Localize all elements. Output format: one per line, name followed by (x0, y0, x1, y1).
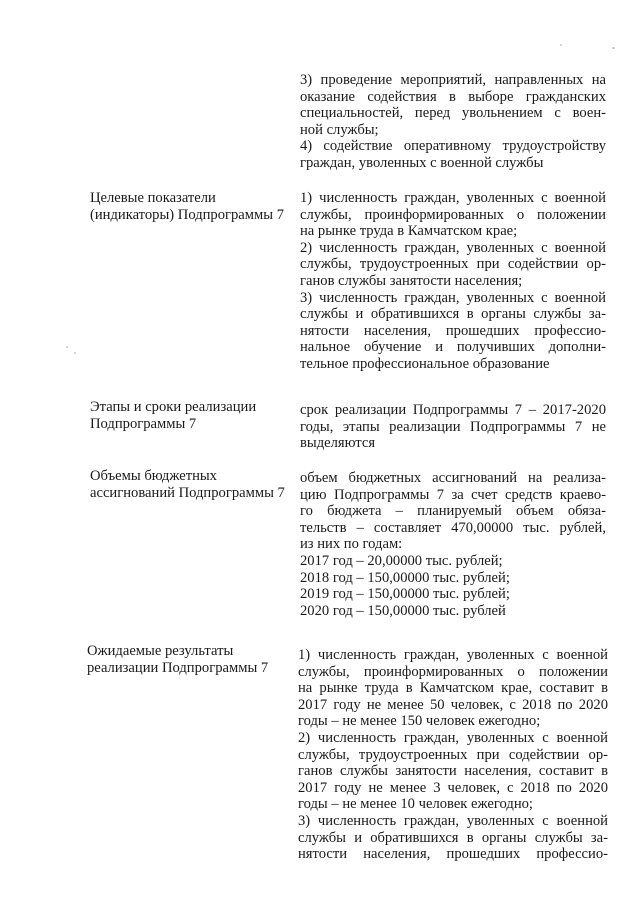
content-line: на рынке труда в Камчатском крае; (300, 223, 518, 240)
content-line: 4) содействие оперативному трудоустройству (300, 138, 606, 155)
content-line: годы – не менее 150 человек ежегодно; (298, 713, 541, 730)
content-line: 2) численность граждан, уволенных с военной (298, 729, 608, 746)
content-line: 2017 году не менее 3 человек, с 2018 по 2020 (298, 779, 608, 796)
content-line: службы, трудоустроенных при содействии ор- (298, 746, 608, 763)
content-line: 2017 год – 20,00000 тыс. рублей; (300, 552, 503, 569)
content-line: тельное профессиональное образование (300, 355, 550, 372)
content-line: нятости населения, прошедших профессио- (300, 322, 606, 339)
row-content (298, 647, 608, 863)
content-line: службы, проинформированных о положении (300, 206, 606, 223)
content-line: 3) численность граждан, уволенных с военной (300, 289, 606, 306)
content-line: ной службы; (300, 121, 379, 138)
content-line: го бюджета – планируемый объем обяза- (300, 503, 606, 520)
content-line: объем бюджетных ассигнований на реализа- (300, 470, 606, 486)
label-line: (индикаторы) Подпрограммы 7 (90, 207, 285, 224)
content-line: на рынке труда в Камчатском крае, составит в (298, 680, 608, 697)
content-line: годы, этапы реализации Подпрограммы 7 не (300, 418, 606, 435)
content-line: срок реализации Подпрограммы 7 – 2017-2020 (300, 402, 606, 418)
scan-speck (560, 44, 562, 46)
content-line: 3) численность граждан, уволенных с военной (298, 812, 608, 829)
scan-speck (74, 352, 76, 354)
row-content (300, 470, 606, 619)
content-line: 1) численность граждан, уволенных с военной (298, 647, 608, 663)
label-line: Подпрограммы 7 (90, 416, 197, 433)
row-label (90, 399, 295, 433)
content-line: 2019 год – 150,00000 тыс. рублей; (300, 586, 510, 603)
row-content (300, 402, 606, 452)
row-label (90, 468, 295, 502)
content-line: службы и обратившихся в органы службы за- (300, 306, 606, 323)
row-content (300, 72, 606, 172)
label-line: Объемы бюджетных (90, 468, 217, 484)
content-line: нятости населения, прошедших профессио- (298, 846, 608, 863)
content-line: службы, проинформированных о положении (298, 663, 608, 680)
content-line: выделяются (300, 435, 376, 452)
content-line: из них по годам: (300, 536, 403, 553)
label-line: реализации Подпрограммы 7 (87, 660, 269, 677)
label-line: Ожидаемые результаты (87, 643, 234, 659)
content-line: 2018 год – 150,00000 тыс. рублей; (300, 569, 510, 586)
label-line: Целевые показатели (90, 190, 216, 206)
content-line: тельств – составляет 470,00000 тыс. рублей, (300, 519, 606, 536)
content-line: оказание содействия в выборе гражданских (300, 88, 606, 105)
content-line: 2) численность граждан, уволенных с военной (300, 239, 606, 256)
content-line: нальное обучение и получивших дополни- (300, 339, 606, 356)
row-label (87, 643, 292, 677)
content-line: годы – не менее 10 человек ежегодно; (298, 796, 533, 813)
scan-speck (66, 346, 68, 348)
content-line: службы и обратившихся в органы службы за- (298, 829, 608, 846)
content-line: 3) проведение мероприятий, направленных на (300, 72, 606, 88)
label-line: Этапы и сроки реализации (90, 399, 257, 415)
content-line: ганов службы занятости населения, составит в (298, 763, 608, 780)
content-line: специальностей, перед увольнением с воен- (300, 105, 606, 122)
content-line: цию Подпрограммы 7 за счет средств краево- (300, 486, 606, 503)
scan-speck (612, 47, 615, 49)
label-line: ассигнований Подпрограммы 7 (90, 485, 285, 502)
content-line: ганов службы занятости населения; (300, 272, 523, 289)
content-line: 2017 году не менее 50 человек, с 2018 по 2020 (298, 696, 608, 713)
row-content (300, 190, 606, 373)
content-line: 2020 год – 150,00000 тыс. рублей (300, 602, 506, 619)
content-line: граждан, уволенных с военной службы (300, 154, 544, 171)
content-line: службы, трудоустроенных при содействии ор- (300, 256, 606, 273)
row-label (90, 190, 295, 224)
content-line: 1) численность граждан, уволенных с военной (300, 190, 606, 206)
